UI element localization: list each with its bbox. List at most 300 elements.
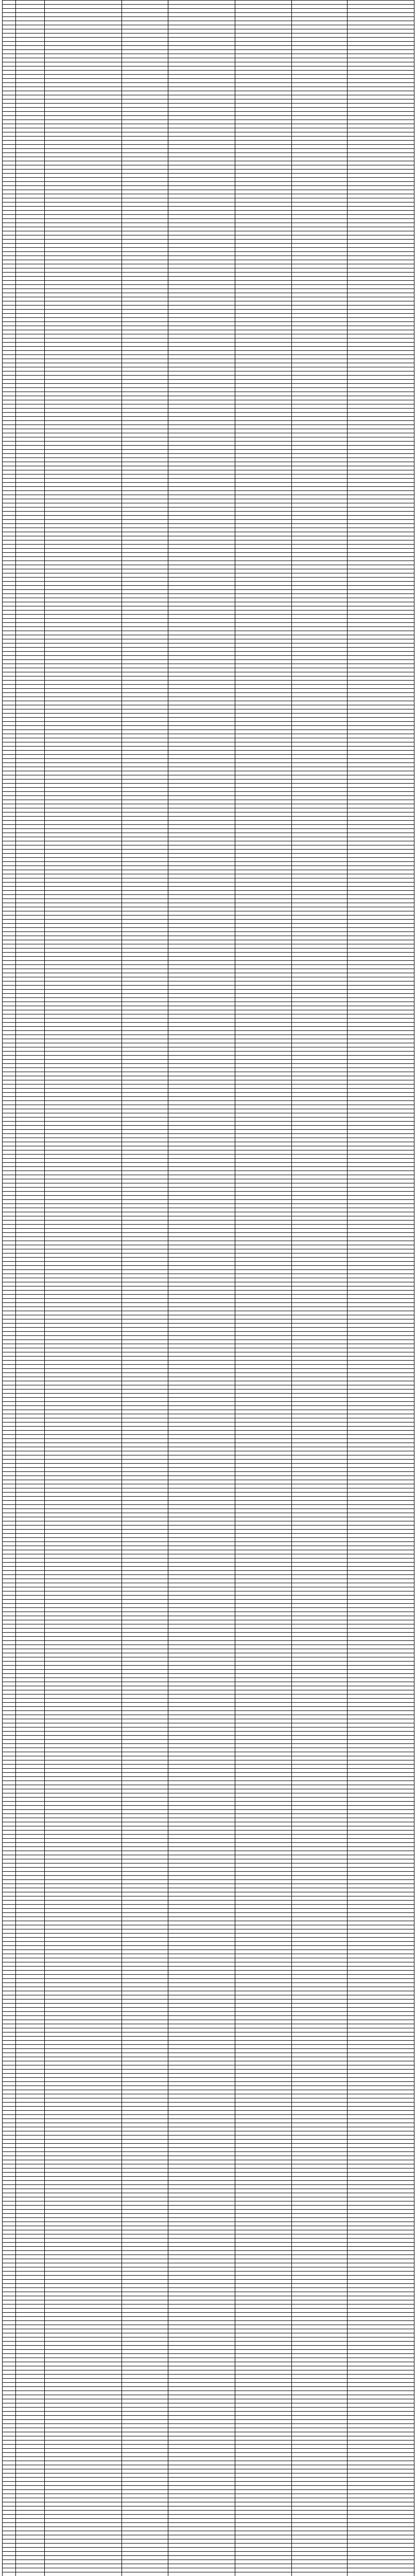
table-cell xyxy=(168,1328,235,1332)
table-cell xyxy=(122,1699,168,1703)
table-cell xyxy=(16,466,45,470)
table-cell xyxy=(122,734,168,738)
table-cell xyxy=(292,1464,348,1468)
table-cell xyxy=(235,623,292,627)
table-cell xyxy=(45,664,122,668)
table-cell xyxy=(45,219,122,223)
table-cell xyxy=(45,1493,122,1497)
table-cell xyxy=(122,1579,168,1583)
table-cell xyxy=(16,2230,45,2234)
table-cell xyxy=(16,866,45,870)
table-cell xyxy=(348,1480,414,1484)
table-cell xyxy=(348,112,414,116)
table-cell xyxy=(122,1501,168,1505)
table-cell xyxy=(292,334,348,338)
table-cell xyxy=(348,161,414,165)
table-cell xyxy=(122,1035,168,1039)
table-cell xyxy=(3,2082,16,2086)
table-cell xyxy=(45,1319,122,1324)
table-cell xyxy=(292,590,348,594)
table-cell xyxy=(45,1538,122,1542)
table-cell xyxy=(16,2012,45,2016)
table-cell xyxy=(168,664,235,668)
table-cell xyxy=(16,404,45,409)
table-cell xyxy=(16,1266,45,1270)
table-cell xyxy=(3,104,16,108)
table-row xyxy=(3,1031,414,1035)
table-cell xyxy=(16,1616,45,1620)
table-cell xyxy=(45,2065,122,2070)
table-cell xyxy=(122,920,168,924)
table-row xyxy=(3,507,414,512)
table-cell xyxy=(16,635,45,639)
table-row xyxy=(3,2222,414,2226)
table-cell xyxy=(292,771,348,775)
table-cell xyxy=(292,1035,348,1039)
table-row xyxy=(3,2131,414,2136)
table-row xyxy=(3,1225,414,1229)
table-row xyxy=(3,2288,414,2292)
table-cell xyxy=(3,2263,16,2267)
table-cell xyxy=(292,730,348,734)
table-cell xyxy=(3,17,16,21)
table-cell xyxy=(3,1962,16,1967)
table-cell xyxy=(235,1019,292,1023)
table-cell xyxy=(3,1641,16,1645)
table-cell xyxy=(16,1381,45,1385)
table-cell xyxy=(168,1047,235,1052)
table-cell xyxy=(3,2090,16,2094)
table-cell xyxy=(348,866,414,870)
table-cell xyxy=(45,652,122,656)
table-cell xyxy=(292,409,348,413)
table-cell xyxy=(292,1080,348,1084)
table-cell xyxy=(16,2053,45,2057)
table-cell xyxy=(168,244,235,248)
table-cell xyxy=(3,1340,16,1344)
table-cell xyxy=(168,1031,235,1035)
table-cell xyxy=(292,573,348,578)
table-cell xyxy=(168,211,235,215)
table-row xyxy=(3,1967,414,1971)
table-cell xyxy=(3,1542,16,1546)
table-cell xyxy=(3,1781,16,1785)
table-cell xyxy=(3,643,16,648)
table-cell xyxy=(122,248,168,252)
table-cell xyxy=(122,450,168,454)
table-cell xyxy=(348,1571,414,1575)
table-cell xyxy=(45,1097,122,1101)
table-row xyxy=(3,1509,414,1513)
table-cell xyxy=(16,293,45,297)
table-row xyxy=(3,9,414,13)
table-cell xyxy=(168,639,235,643)
table-cell xyxy=(168,174,235,178)
table-cell xyxy=(235,1138,292,1142)
table-cell xyxy=(168,573,235,578)
table-cell xyxy=(45,165,122,170)
table-cell xyxy=(168,470,235,474)
table-cell xyxy=(168,433,235,437)
table-row xyxy=(3,829,414,833)
table-cell xyxy=(45,1666,122,1670)
table-cell xyxy=(45,969,122,973)
table-cell xyxy=(348,602,414,606)
table-row xyxy=(3,932,414,936)
table-cell xyxy=(45,1975,122,1979)
table-cell xyxy=(348,1793,414,1798)
table-cell xyxy=(168,1657,235,1662)
table-cell xyxy=(3,1443,16,1447)
table-cell xyxy=(16,1868,45,1872)
table-cell xyxy=(16,1385,45,1389)
table-cell xyxy=(348,1270,414,1274)
table-cell xyxy=(122,1278,168,1282)
table-cell xyxy=(168,1146,235,1150)
table-cell xyxy=(235,619,292,623)
table-cell xyxy=(292,1414,348,1418)
table-cell xyxy=(45,9,122,13)
table-cell xyxy=(348,1826,414,1831)
table-cell xyxy=(45,1765,122,1769)
table-row xyxy=(3,5,414,9)
table-row xyxy=(3,112,414,116)
table-cell xyxy=(3,1208,16,1212)
table-cell xyxy=(168,837,235,841)
table-cell xyxy=(16,1340,45,1344)
table-cell xyxy=(348,1859,414,1863)
table-cell xyxy=(3,1027,16,1031)
table-cell xyxy=(168,635,235,639)
table-row xyxy=(3,907,414,911)
table-cell xyxy=(45,1958,122,1962)
table-cell xyxy=(45,672,122,676)
table-cell xyxy=(168,58,235,62)
table-cell xyxy=(16,676,45,681)
table-cell xyxy=(122,1567,168,1571)
table-cell xyxy=(16,219,45,223)
table-cell xyxy=(45,1855,122,1859)
table-row xyxy=(3,1480,414,1484)
table-cell xyxy=(348,2276,414,2280)
table-cell xyxy=(122,1962,168,1967)
table-row xyxy=(3,1455,414,1460)
table-cell xyxy=(292,1497,348,1501)
table-cell xyxy=(235,2024,292,2028)
table-cell xyxy=(45,1229,122,1233)
table-cell xyxy=(3,1521,16,1526)
table-row xyxy=(3,1851,414,1855)
table-cell xyxy=(45,1464,122,1468)
table-cell xyxy=(122,1925,168,1929)
table-cell xyxy=(16,1769,45,1773)
table-cell xyxy=(168,1204,235,1208)
table-cell xyxy=(348,924,414,928)
table-cell xyxy=(168,1773,235,1777)
table-row xyxy=(3,784,414,788)
table-cell xyxy=(292,1629,348,1633)
table-cell xyxy=(16,759,45,763)
table-cell xyxy=(16,495,45,499)
table-cell xyxy=(3,62,16,66)
table-cell xyxy=(292,2004,348,2008)
table-cell xyxy=(3,157,16,161)
table-row xyxy=(3,466,414,470)
table-cell xyxy=(3,507,16,512)
table-cell xyxy=(3,1080,16,1084)
table-cell xyxy=(122,1600,168,1604)
table-row xyxy=(3,615,414,619)
table-cell xyxy=(292,273,348,277)
table-cell xyxy=(122,2259,168,2263)
table-cell xyxy=(235,2041,292,2045)
table-cell xyxy=(45,2098,122,2103)
table-cell xyxy=(168,1237,235,1241)
table-row xyxy=(3,1530,414,1534)
table-cell xyxy=(122,1361,168,1365)
table-cell xyxy=(168,231,235,235)
table-cell xyxy=(348,124,414,128)
table-cell xyxy=(292,1863,348,1868)
table-cell xyxy=(122,62,168,66)
table-cell xyxy=(235,29,292,33)
table-cell xyxy=(292,858,348,862)
table-cell xyxy=(45,899,122,903)
table-cell xyxy=(292,1616,348,1620)
table-cell xyxy=(168,1299,235,1303)
table-cell xyxy=(16,953,45,957)
table-cell xyxy=(235,384,292,388)
table-cell xyxy=(168,1427,235,1431)
table-cell xyxy=(16,1336,45,1340)
table-cell xyxy=(45,1249,122,1253)
table-cell xyxy=(235,355,292,359)
table-cell xyxy=(292,1245,348,1249)
table-row xyxy=(3,2012,414,2016)
table-cell xyxy=(168,2144,235,2148)
table-cell xyxy=(16,1913,45,1917)
table-cell xyxy=(235,13,292,17)
table-cell xyxy=(292,652,348,656)
table-cell xyxy=(168,421,235,425)
table-cell xyxy=(348,553,414,557)
table-cell xyxy=(3,1851,16,1855)
table-cell xyxy=(348,520,414,524)
table-cell xyxy=(45,920,122,924)
table-cell xyxy=(16,116,45,120)
table-cell xyxy=(235,1089,292,1093)
table-cell xyxy=(45,186,122,190)
table-cell xyxy=(292,99,348,104)
table-cell xyxy=(16,1501,45,1505)
table-cell xyxy=(45,788,122,792)
table-cell xyxy=(235,808,292,812)
table-cell xyxy=(235,1377,292,1381)
table-row xyxy=(3,1946,414,1950)
table-cell xyxy=(122,516,168,520)
table-row xyxy=(3,227,414,231)
table-cell xyxy=(45,153,122,157)
table-row xyxy=(3,1707,414,1711)
table-row xyxy=(3,1975,414,1979)
table-cell xyxy=(16,1126,45,1130)
table-cell xyxy=(235,2016,292,2020)
table-cell xyxy=(45,845,122,850)
table-cell xyxy=(168,2280,235,2284)
table-row xyxy=(3,458,414,462)
table-cell xyxy=(348,2177,414,2181)
table-cell xyxy=(122,1769,168,1773)
table-cell xyxy=(348,388,414,392)
table-cell xyxy=(45,862,122,866)
table-cell xyxy=(292,759,348,763)
table-cell xyxy=(16,726,45,730)
table-cell xyxy=(16,1892,45,1896)
table-row xyxy=(3,62,414,66)
table-cell xyxy=(3,58,16,62)
table-cell xyxy=(16,128,45,132)
table-cell xyxy=(122,1460,168,1464)
table-cell xyxy=(168,957,235,961)
table-cell xyxy=(235,1307,292,1311)
table-cell xyxy=(168,95,235,99)
table-cell xyxy=(292,705,348,709)
table-cell xyxy=(348,198,414,202)
table-cell xyxy=(45,1389,122,1394)
table-cell xyxy=(3,1991,16,1995)
table-cell xyxy=(235,705,292,709)
table-cell xyxy=(348,2094,414,2098)
table-cell xyxy=(235,2049,292,2053)
table-cell xyxy=(45,965,122,969)
table-cell xyxy=(16,2020,45,2024)
table-cell xyxy=(348,1431,414,1435)
table-row xyxy=(3,2164,414,2168)
table-cell xyxy=(348,2210,414,2214)
table-row xyxy=(3,491,414,495)
table-cell xyxy=(348,1715,414,1719)
table-cell xyxy=(348,371,414,376)
table-cell xyxy=(3,726,16,730)
table-cell xyxy=(292,1686,348,1690)
table-cell xyxy=(16,1117,45,1122)
table-cell xyxy=(235,804,292,808)
table-cell xyxy=(168,586,235,590)
table-cell xyxy=(45,903,122,907)
table-cell xyxy=(45,1286,122,1291)
table-cell xyxy=(16,240,45,244)
table-row xyxy=(3,2276,414,2280)
table-cell xyxy=(122,240,168,244)
table-cell xyxy=(3,1373,16,1377)
table-cell xyxy=(16,1826,45,1831)
table-cell xyxy=(3,1064,16,1068)
table-cell xyxy=(235,751,292,755)
table-cell xyxy=(235,227,292,231)
table-row xyxy=(3,338,414,343)
table-cell xyxy=(3,1126,16,1130)
table-cell xyxy=(3,557,16,561)
table-cell xyxy=(3,1789,16,1793)
table-cell xyxy=(16,470,45,474)
table-cell xyxy=(235,1971,292,1975)
table-row xyxy=(3,1806,414,1810)
table-cell xyxy=(168,705,235,709)
table-cell xyxy=(16,775,45,779)
table-cell xyxy=(168,2131,235,2136)
table-row xyxy=(3,965,414,969)
table-cell xyxy=(3,1019,16,1023)
table-cell xyxy=(3,2272,16,2276)
table-cell xyxy=(45,738,122,742)
table-cell xyxy=(292,2028,348,2032)
table-cell xyxy=(292,928,348,932)
table-cell xyxy=(348,1814,414,1818)
table-cell xyxy=(45,792,122,796)
table-row xyxy=(3,837,414,841)
table-row xyxy=(3,1039,414,1043)
table-row xyxy=(3,1999,414,2004)
table-cell xyxy=(45,796,122,800)
table-cell xyxy=(45,1781,122,1785)
table-cell xyxy=(16,932,45,936)
table-cell xyxy=(348,1934,414,1938)
table-cell xyxy=(348,79,414,83)
table-cell xyxy=(348,2272,414,2276)
table-cell xyxy=(348,503,414,507)
table-cell xyxy=(168,1076,235,1080)
table-cell xyxy=(16,1093,45,1097)
table-row xyxy=(3,413,414,417)
table-cell xyxy=(3,2226,16,2230)
table-cell xyxy=(235,590,292,594)
table-cell xyxy=(348,1361,414,1365)
table-cell xyxy=(168,1798,235,1802)
table-cell xyxy=(122,990,168,994)
table-cell xyxy=(122,211,168,215)
table-cell xyxy=(348,1505,414,1509)
table-cell xyxy=(168,1917,235,1921)
table-row xyxy=(3,685,414,689)
table-cell xyxy=(348,433,414,437)
table-cell xyxy=(348,2037,414,2041)
table-cell xyxy=(122,1130,168,1134)
table-cell xyxy=(122,2164,168,2168)
table-cell xyxy=(292,2037,348,2041)
table-cell xyxy=(292,1546,348,1550)
table-cell xyxy=(168,2284,235,2288)
table-cell xyxy=(16,1192,45,1196)
table-cell xyxy=(235,821,292,825)
table-cell xyxy=(348,2057,414,2061)
table-cell xyxy=(348,821,414,825)
table-row xyxy=(3,1872,414,1876)
table-cell xyxy=(3,1938,16,1942)
table-cell xyxy=(168,491,235,495)
table-cell xyxy=(3,1732,16,1736)
table-cell xyxy=(348,965,414,969)
table-row xyxy=(3,1987,414,1991)
table-cell xyxy=(235,1954,292,1958)
table-cell xyxy=(235,359,292,363)
table-cell xyxy=(3,95,16,99)
table-cell xyxy=(16,730,45,734)
table-row xyxy=(3,1394,414,1398)
table-cell xyxy=(3,170,16,174)
table-cell xyxy=(45,1509,122,1513)
table-cell xyxy=(3,1113,16,1117)
table-row xyxy=(3,1550,414,1554)
